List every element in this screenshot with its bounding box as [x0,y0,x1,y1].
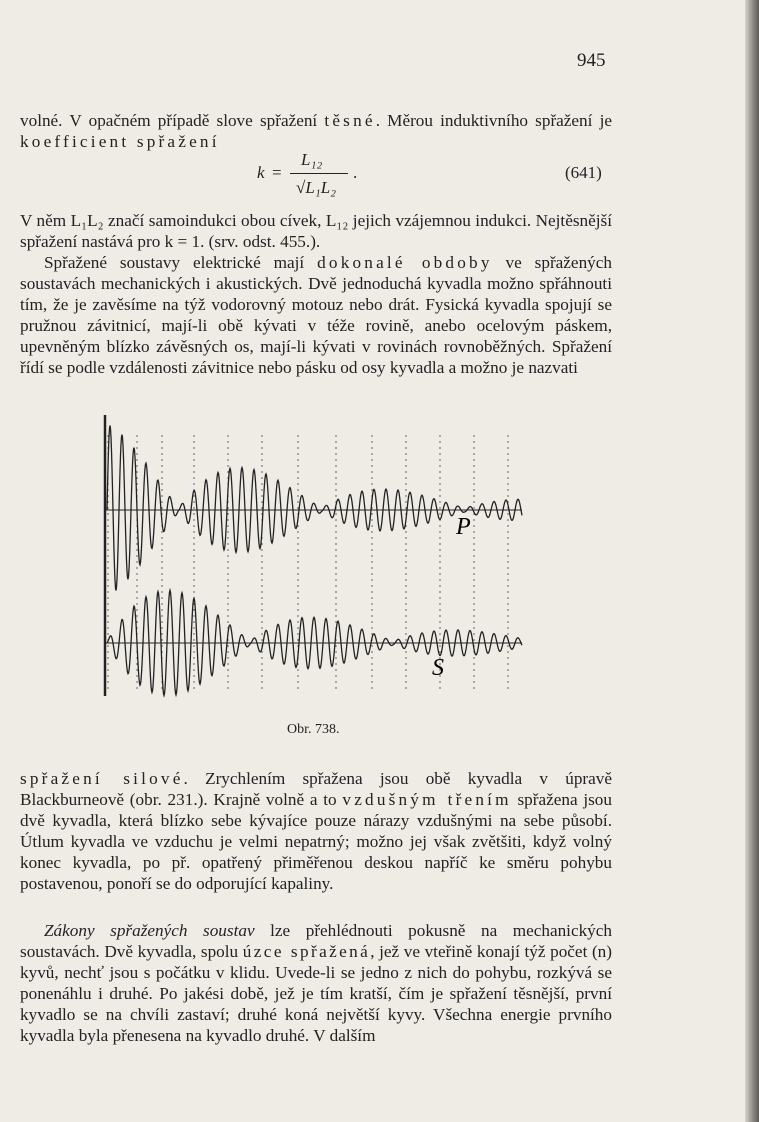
paragraph-coupled-systems [20,252,612,379]
equation-denominator: √L₁L₂ [296,178,337,197]
fraction-bar [290,173,348,174]
paragraph-laws-of-coupled-systems [20,920,612,1047]
emph-force-coupling: spřažení silové [20,769,184,788]
emph-tightly-coupled: úzce spřažená [242,942,371,962]
text-span: . Měrou induktivního spřažení je [375,111,612,130]
emph-tight: těsné [324,111,376,130]
emph-perfect-analogies: dokonalé obdoby [317,253,493,272]
page-number: 945 [577,50,606,71]
curve-label-p: P [456,514,471,540]
paragraph-force-coupling [20,768,612,895]
text-span: spřažena jsou dvě kyvadla, která blízko sebe kývajíce pouze nárazy vzdušnými na sebe působí. Útlum kyvadla ve vzduchu je velmi nepatrný; možno jej však zvětšiti, když volný konec kyvadla, po př. opatřený přiměřenou deskou napříč ke směru pohybu postavenou, ponoří se do odporující kapaliny. [20,790,612,894]
italic-laws-heading: Zákony spřažených soustav [44,921,255,940]
text-span: ve spřažených soustavách mechanických i akustických. Dvě jednoduchá kyvadla možno spřáhnouti tím, že je zavěsíme na týž vodorovný motouz nebo drát. Fysická kyvadla spojují se pružnou závitnicí, mají-li obě kývati v téže rovině, anebo ocelovým páskem, upevněným blízko závěsných os, mají-li kývati v rovinách rovnoběžných. Spřažení řídí se podle vzdálenosti závitnice nebo pásku od osy kyvadla a možno je nazvati [20,253,612,378]
equation-equals: = [272,163,282,182]
emph-air-friction: vzdušným třením [342,790,512,810]
equation-numerator: L₁₂ [301,150,323,169]
equation-number: (641) [565,163,602,182]
text-span: Spřažené soustavy elektrické mají [44,253,318,272]
equation-dot: . [353,163,358,182]
equation-lhs: k [257,163,265,182]
text-span: lze přehlédnouti pokusně na mechanických soustavách. Dvě kyvadla, spolu [20,921,612,962]
paragraph-mutual-induction: V něm L₁L₂ značí samoindukci obou cívek, L₁₂ jejich vzájemnou indukci. Nejtěsnější spřažení nastává pro k = 1. (srv. odst. 455.). [20,211,612,252]
paragraph-coupling-intro [20,110,612,152]
figure-caption: Obr. 738. [287,722,340,737]
coupled-oscillation-figure [0,410,759,720]
equation-641 [0,150,630,205]
oscillation-curve-p [107,426,522,591]
text-span: , jež ve vteřině konají týž počet (n) kyvů, nechť jsou s počátku v klidu. Uvede-li se jedno z nich do pohybu, rozkývá se ponenáhlu i druhé. Po jakési době, jež je tím kratší, čím je spřažení těsnější, první kyvadlo se na chvíli zastaví; druhé koná největší kyvy. Všechna energie prvního kyvadla byla přenesena na kyvadlo druhé. V dalším [20,942,612,1046]
text-span: volné. V opačném případě slove spřažení [20,111,325,130]
text-span: . Zrychlením spřažena jsou obě kyvadla v úpravě Blackburneově (obr. 231.). Krajně volně a to [20,769,612,810]
curve-label-s: S [432,655,444,681]
figure-dashed-guides [108,435,508,690]
emph-coefficient: koefficient spřažení [20,132,220,152]
